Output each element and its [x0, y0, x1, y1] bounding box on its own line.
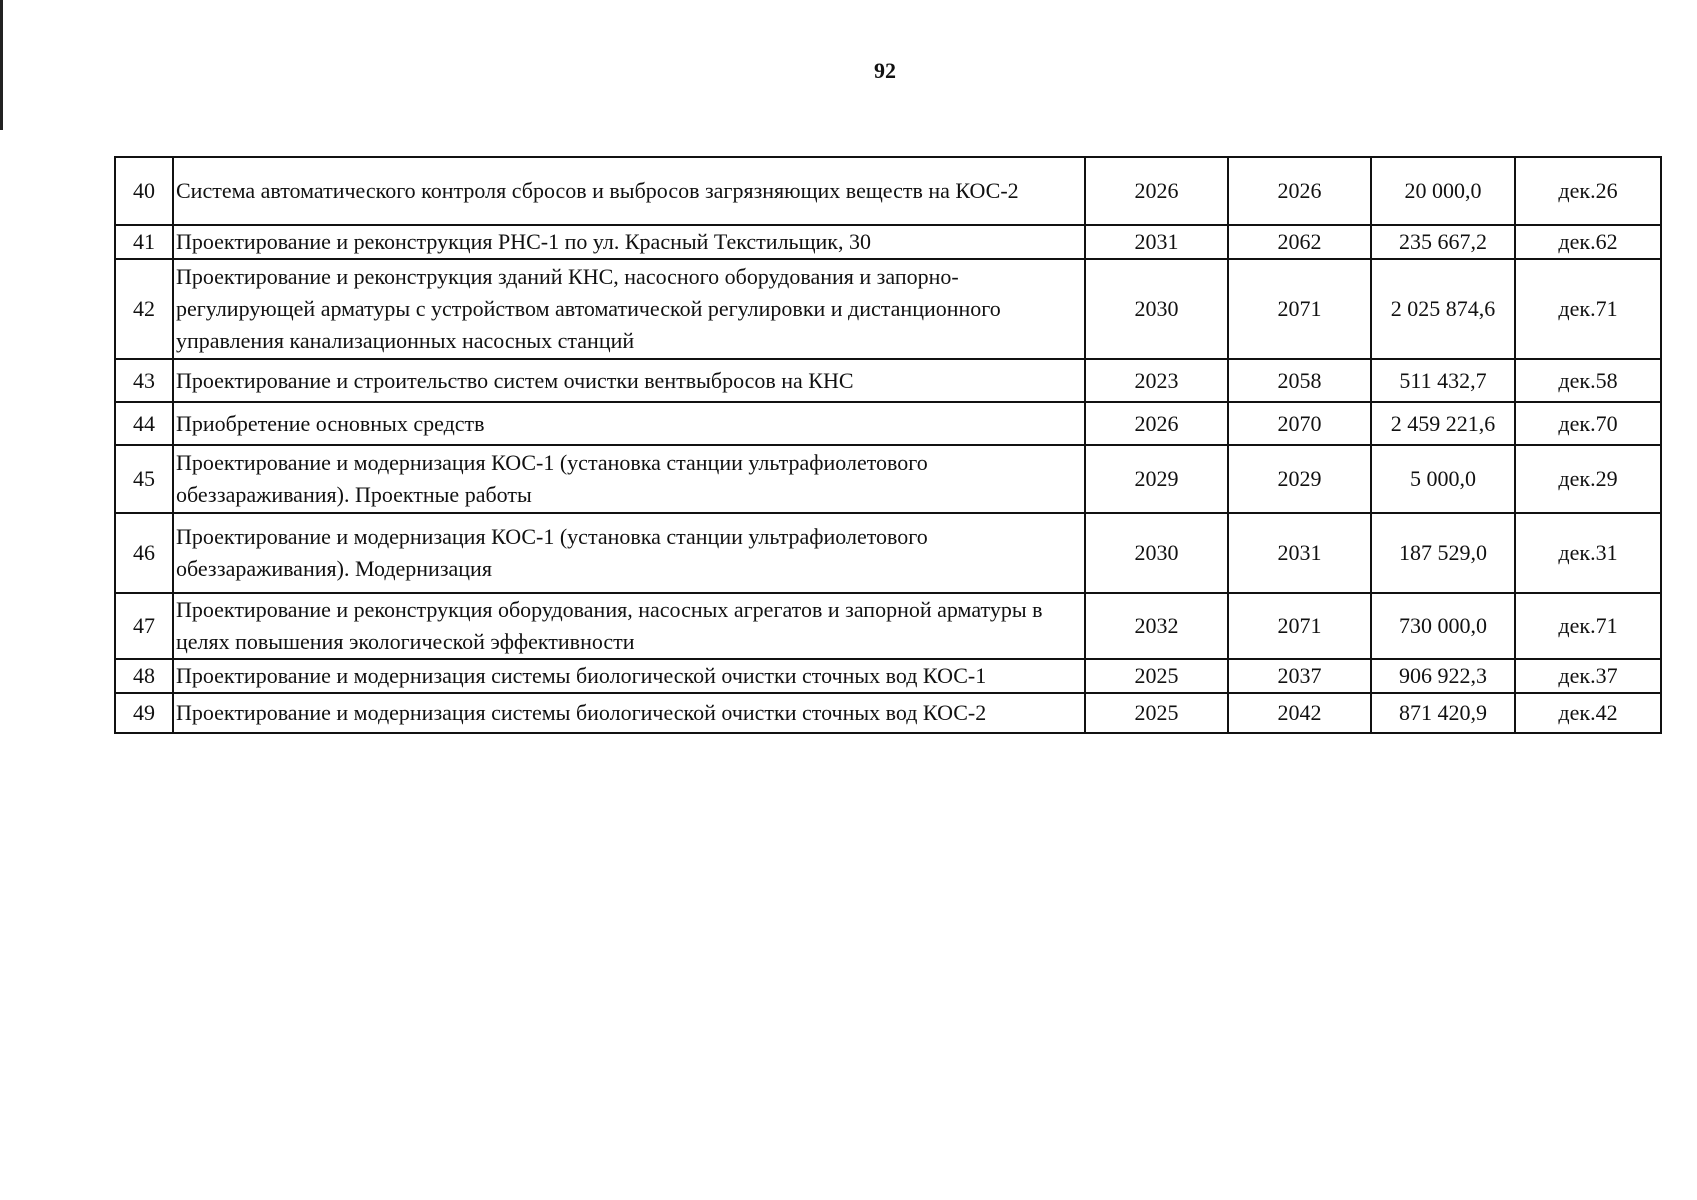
- completion-date: дек.37: [1515, 659, 1661, 693]
- measure-name: Проектирование и модернизация КОС-1 (установка станции ультрафиолетового обеззараживания). Модернизация: [173, 513, 1085, 593]
- table-row: [115, 659, 1661, 693]
- completion-date: дек.26: [1515, 157, 1661, 225]
- measure-name: Проектирование и реконструкция РНС-1 по ул. Красный Текстильщик, 30: [173, 225, 1085, 259]
- start-year: 2031: [1085, 225, 1228, 259]
- table-body: [115, 157, 1661, 733]
- completion-date: дек.62: [1515, 225, 1661, 259]
- completion-date: дек.71: [1515, 259, 1661, 359]
- table-row: [115, 259, 1661, 359]
- table-row: [115, 359, 1661, 402]
- cost-value: 2 459 221,6: [1371, 402, 1515, 445]
- cost-value: 871 420,9: [1371, 693, 1515, 733]
- table-row: [115, 513, 1661, 593]
- start-year: 2026: [1085, 402, 1228, 445]
- row-number: 43: [115, 359, 173, 402]
- start-year: 2025: [1085, 693, 1228, 733]
- start-year: 2030: [1085, 513, 1228, 593]
- row-number: 48: [115, 659, 173, 693]
- start-year: 2023: [1085, 359, 1228, 402]
- measure-name: Проектирование и реконструкция оборудования, насосных агрегатов и запорной арматуры в целях повышения экологической эффективности: [173, 593, 1085, 659]
- row-number: 49: [115, 693, 173, 733]
- completion-date: дек.29: [1515, 445, 1661, 513]
- row-number: 45: [115, 445, 173, 513]
- row-number: 42: [115, 259, 173, 359]
- measure-name: Проектирование и строительство систем очистки вентвыбросов на КНС: [173, 359, 1085, 402]
- cost-value: 235 667,2: [1371, 225, 1515, 259]
- measure-name: Проектирование и реконструкция зданий КНС, насосного оборудования и запорно-регулирующей арматуры с устройством автоматической регулировки и дистанционного управления канализационных насосных станций: [173, 259, 1085, 359]
- end-year: 2070: [1228, 402, 1371, 445]
- start-year: 2025: [1085, 659, 1228, 693]
- end-year: 2062: [1228, 225, 1371, 259]
- cost-value: 906 922,3: [1371, 659, 1515, 693]
- end-year: 2071: [1228, 593, 1371, 659]
- start-year: 2030: [1085, 259, 1228, 359]
- row-number: 40: [115, 157, 173, 225]
- measure-name: Проектирование и модернизация КОС-1 (установка станции ультрафиолетового обеззараживания). Проектные работы: [173, 445, 1085, 513]
- completion-date: дек.31: [1515, 513, 1661, 593]
- measure-name: Проектирование и модернизация системы биологической очистки сточных вод КОС-1: [173, 659, 1085, 693]
- end-year: 2031: [1228, 513, 1371, 593]
- table-row: [115, 693, 1661, 733]
- table-row: [115, 157, 1661, 225]
- row-number: 44: [115, 402, 173, 445]
- table-row: [115, 402, 1661, 445]
- end-year: 2058: [1228, 359, 1371, 402]
- end-year: 2037: [1228, 659, 1371, 693]
- end-year: 2026: [1228, 157, 1371, 225]
- completion-date: дек.58: [1515, 359, 1661, 402]
- table-row: [115, 445, 1661, 513]
- completion-date: дек.70: [1515, 402, 1661, 445]
- cost-value: 2 025 874,6: [1371, 259, 1515, 359]
- cost-value: 5 000,0: [1371, 445, 1515, 513]
- measure-name: Проектирование и модернизация системы биологической очистки сточных вод КОС-2: [173, 693, 1085, 733]
- end-year: 2029: [1228, 445, 1371, 513]
- cost-value: 187 529,0: [1371, 513, 1515, 593]
- row-number: 41: [115, 225, 173, 259]
- page-number: 92: [874, 58, 896, 83]
- completion-date: дек.71: [1515, 593, 1661, 659]
- end-year: 2042: [1228, 693, 1371, 733]
- start-year: 2032: [1085, 593, 1228, 659]
- row-number: 46: [115, 513, 173, 593]
- start-year: 2029: [1085, 445, 1228, 513]
- investment-plan-table: [114, 156, 1662, 734]
- cost-value: 730 000,0: [1371, 593, 1515, 659]
- table-row: [115, 225, 1661, 259]
- cost-value: 511 432,7: [1371, 359, 1515, 402]
- completion-date: дек.42: [1515, 693, 1661, 733]
- measure-name: Приобретение основных средств: [173, 402, 1085, 445]
- table-row: [115, 593, 1661, 659]
- cost-value: 20 000,0: [1371, 157, 1515, 225]
- start-year: 2026: [1085, 157, 1228, 225]
- end-year: 2071: [1228, 259, 1371, 359]
- row-number: 47: [115, 593, 173, 659]
- measure-name: Система автоматического контроля сбросов и выбросов загрязняющих веществ на КОС-2: [173, 157, 1085, 225]
